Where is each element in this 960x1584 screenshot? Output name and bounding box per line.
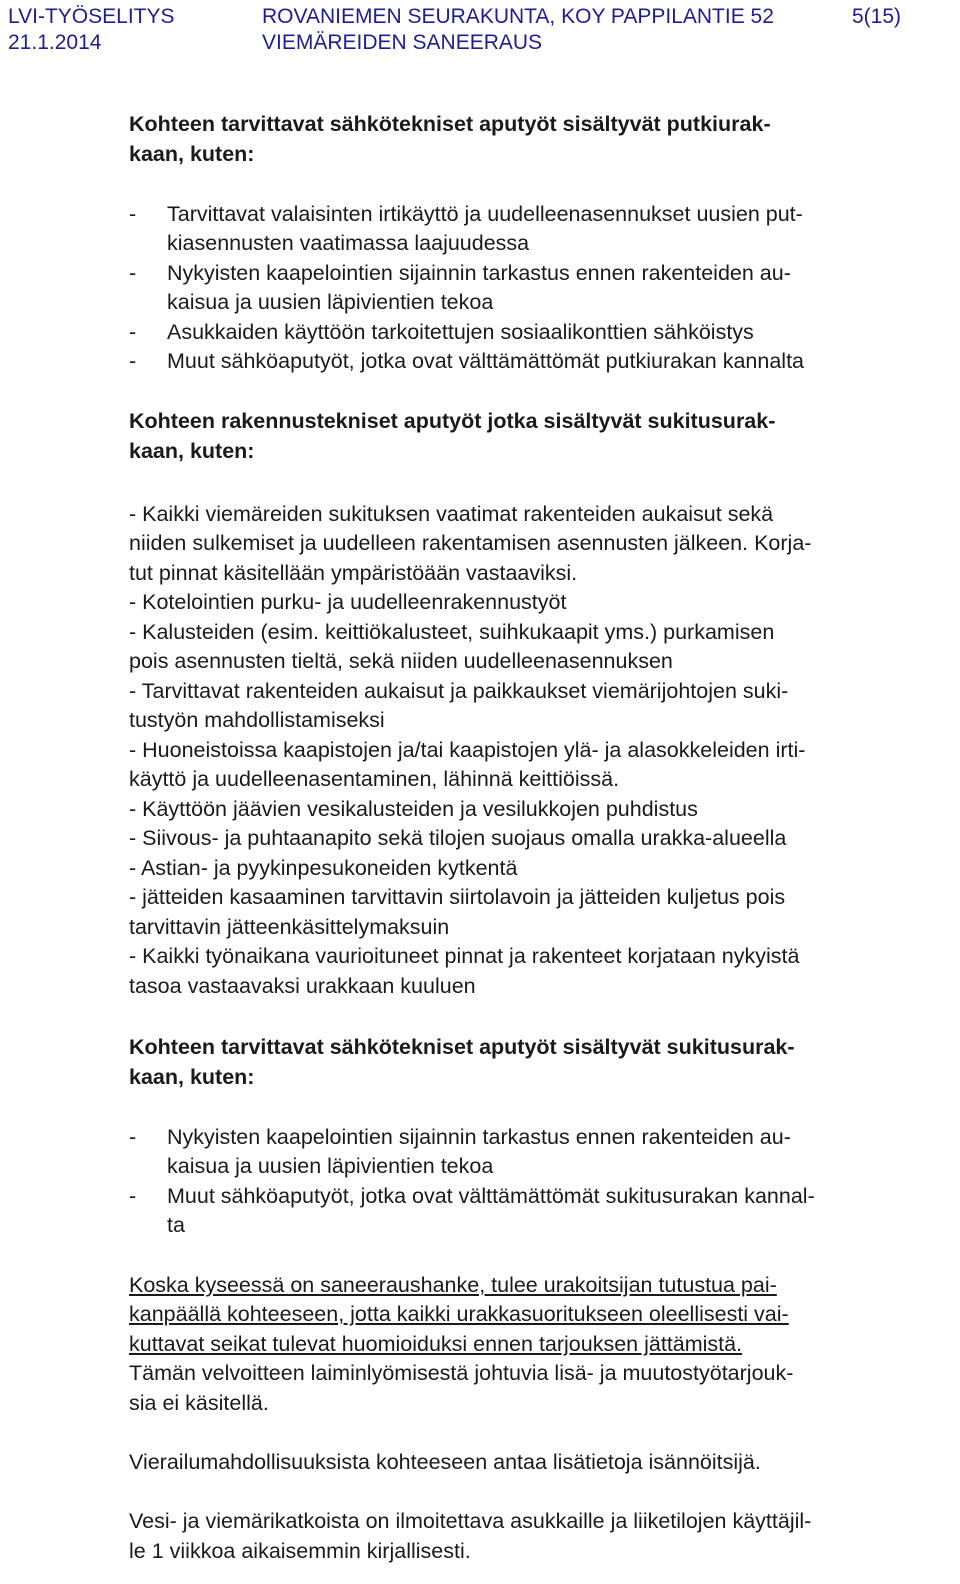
body-line: - Kotelointien purku- ja uudelleenrakennustyöt xyxy=(129,590,567,614)
list-item: Asukkaiden käyttöön tarkoitettujen sosiaalikonttien sähköistys xyxy=(167,320,754,344)
list-item-continuation: kiasennusten vaatimassa laajuudessa xyxy=(167,231,530,255)
section2-heading-line1: Kohteen rakennustekniset aputyöt jotka sisältyvät sukitusurak- xyxy=(129,409,776,433)
header-center xyxy=(262,4,774,56)
body-line: - Kaikki viemäreiden sukituksen vaatimat rakenteiden aukaisut sekä xyxy=(129,502,774,526)
body-line: - jätteiden kasaaminen tarvittavin siirtolavoin ja jätteiden kuljetus pois xyxy=(129,885,786,909)
list-item: Muut sähköaputyöt, jotka ovat välttämättömät sukitusurakan kannal- xyxy=(167,1184,815,1208)
notice-line: sia ei käsitellä. xyxy=(129,1391,269,1415)
closing-line: le 1 viikkoa aikaisemmin kirjallisesti. xyxy=(129,1539,471,1563)
notice-underlined-line: Koska kyseessä on saneeraushanke, tulee urakoitsijan tutustua pai- xyxy=(129,1273,777,1297)
notice-line: Tämän velvoitteen laiminlyömisestä johtuvia lisä- ja muutostyötarjouk- xyxy=(129,1361,794,1385)
body-line: niiden sulkemiset ja uudelleen rakentamisen asennusten jälkeen. Korja- xyxy=(129,531,812,555)
section3-heading-line1: Kohteen tarvittavat sähkötekniset aputyöt sisältyvät sukitusurak- xyxy=(129,1035,795,1059)
bullet-dash: - xyxy=(129,320,137,344)
body-line: - Huoneistoissa kaapistojen ja/tai kaapistojen ylä- ja alasokkeleiden irti- xyxy=(129,738,806,762)
section1-heading-line2: kaan, kuten: xyxy=(129,142,255,166)
page-number: 5(15) xyxy=(852,5,902,28)
list-item-continuation: kaisua ja uusien läpivientien tekoa xyxy=(167,1154,494,1178)
list-item-continuation: kaisua ja uusien läpivientien tekoa xyxy=(167,290,494,314)
body-line: tarvittavin jätteenkäsittelymaksuin xyxy=(129,915,450,939)
body-line: tasoa vastaavaksi urakkaan kuuluen xyxy=(129,974,476,998)
body-line: - Siivous- ja puhtaanapito sekä tilojen suojaus omalla urakka-alueella xyxy=(129,826,787,850)
list-item-continuation: ta xyxy=(167,1213,185,1237)
list-item: Nykyisten kaapelointien sijainnin tarkastus ennen rakenteiden au- xyxy=(167,261,791,285)
body-line: tustyön mahdollistamiseksi xyxy=(129,708,385,732)
body-line: - Kalusteiden (esim. keittiökalusteet, suihkukaapit yms.) purkamisen xyxy=(129,620,775,644)
notice-underlined-line: kanpäällä kohteeseen, jotta kaikki urakkasuoritukseen oleellisesti vai- xyxy=(129,1302,789,1326)
visits-paragraph: Vierailumahdollisuuksista kohteeseen antaa lisätietoja isännöitsijä. xyxy=(129,1450,761,1474)
body-line: - Kaikki työnaikana vaurioituneet pinnat ja rakenteet korjataan nykyistä xyxy=(129,944,800,968)
notice-underlined-line: kuttavat seikat tulevat huomioiduksi ennen tarjouksen jättämistä. xyxy=(129,1332,743,1356)
bullet-dash: - xyxy=(129,1125,137,1149)
bullet-dash: - xyxy=(129,349,137,373)
section1-heading-line1: Kohteen tarvittavat sähkötekniset aputyöt sisältyvät putkiurak- xyxy=(129,112,771,136)
section3-heading-line2: kaan, kuten: xyxy=(129,1065,255,1089)
project-subtitle: VIEMÄREIDEN SANEERAUS xyxy=(262,31,543,54)
list-item: Tarvittavat valaisinten irtikäyttö ja uudelleenasennukset uusien put- xyxy=(167,202,803,226)
header-left xyxy=(8,4,175,56)
section2-heading-line2: kaan, kuten: xyxy=(129,439,255,463)
bullet-dash: - xyxy=(129,261,137,285)
bullet-dash: - xyxy=(129,202,137,226)
list-item: Muut sähköaputyöt, jotka ovat välttämättömät putkiurakan kannalta xyxy=(167,349,805,373)
document-date: 21.1.2014 xyxy=(8,31,102,54)
body-line: tut pinnat käsitellään ympäristöään vastaaviksi. xyxy=(129,561,578,585)
body-line: käyttö ja uudelleenasentaminen, lähinnä keittiöissä. xyxy=(129,767,620,791)
body-line: pois asennusten tieltä, sekä niiden uudelleenasennuksen xyxy=(129,649,673,673)
document-type: LVI-TYÖSELITYS xyxy=(8,5,175,28)
closing-line: Vesi- ja viemärikatkoista on ilmoitettava asukkaille ja liiketilojen käyttäjil- xyxy=(129,1509,812,1533)
project-name: ROVANIEMEN SEURAKUNTA, KOY PAPPILANTIE 52 xyxy=(262,5,774,28)
body-line: - Käyttöön jäävien vesikalusteiden ja vesilukkojen puhdistus xyxy=(129,797,698,821)
list-item: Nykyisten kaapelointien sijainnin tarkastus ennen rakenteiden au- xyxy=(167,1125,791,1149)
body-line: - Tarvittavat rakenteiden aukaisut ja paikkaukset viemärijohtojen suki- xyxy=(129,679,789,703)
bullet-dash: - xyxy=(129,1184,137,1208)
body-line: - Astian- ja pyykinpesukoneiden kytkentä xyxy=(129,856,518,880)
